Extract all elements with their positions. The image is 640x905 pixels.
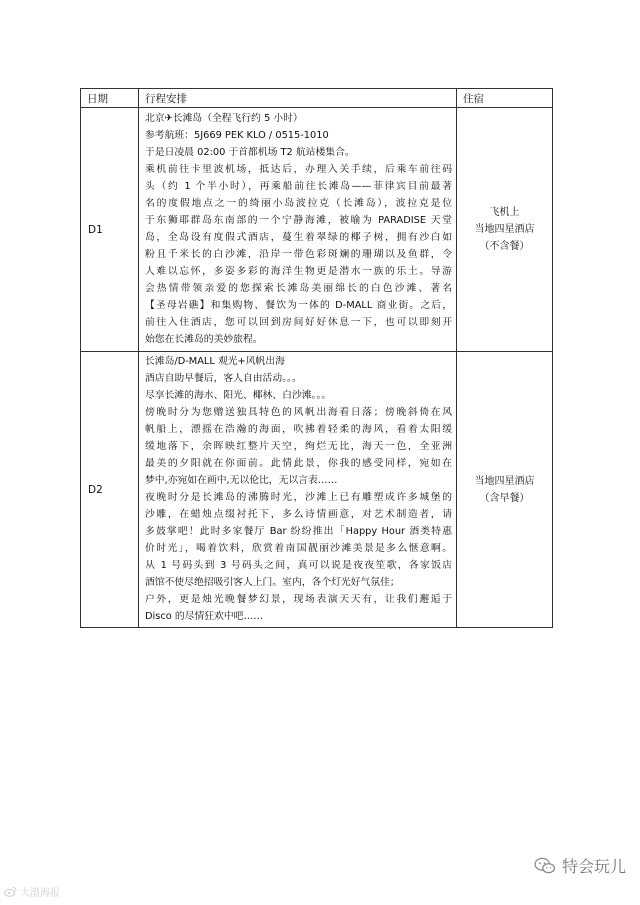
schedule-line: 户外，更是烛光晚餐梦幻景，现场表演天天有，让我们邂逅于 [145,594,452,605]
accommodation-line: （不含餐） [479,241,530,252]
schedule-line: 粉且千米长的白沙滩，沿岸一带色彩斑斓的珊瑚以及鱼群，令 [145,249,452,260]
schedule-line: 人难以忘怀，多姿多彩的海洋生物更是潜水一族的乐土。导游 [145,266,452,277]
schedule-line: 夜晚时分是长滩岛的沸腾时光，沙滩上已有雕塑成许多城堡的 [145,492,452,503]
schedule-line: 最美的夕阳就在你面前。此情此景，你我的感受同样，宛如在 [145,458,452,469]
table-row-d1 [81,108,553,352]
table-header-row [81,89,553,108]
accommodation-line: 当地四星酒店 [474,224,535,235]
schedule-line: 缓地落下，余晖映红整片天空，绚烂无比，海天一色，全亚洲 [145,441,452,452]
schedule-line: 始您在长滩岛的美妙旅程。 [145,334,263,345]
schedule-line: 会热情带领亲爱的您探索长滩岛美丽绵长的白色沙滩、著名 [145,283,452,294]
schedule-line: 傍晚时分为您赠送独具特色的风帆出海看日落；傍晚斜倚在风 [145,407,452,418]
schedule-line: 价时光」，喝着饮料，欣赏着南国靓丽沙滩美景是多么惬意啊。 [145,543,452,554]
accommodation-line: （含早餐） [479,492,530,504]
accommodation-line: 当地四星酒店 [474,475,535,487]
weibo-icon [4,886,17,897]
itinerary-table [80,88,553,628]
schedule-line: 参考航班：5J669 PEK KLO / 0515-1010 [145,130,329,141]
schedule-cell [139,352,457,628]
brand-name: 特会玩儿 [561,857,626,876]
schedule-line: 于是日凌晨 02:00 于首都机场 T2 航站楼集合。 [145,147,355,158]
header-accommodation: 住宿 [457,89,553,108]
schedule-line: 酒店自助早餐后，客人自由活动。。。 [145,373,302,384]
schedule-line: 沙雕，在蜡烛点缀衬托下，多么诗情画意，对艺术制造者，请 [145,509,452,520]
day-label: D2 [81,352,139,628]
schedule-line: Disco 的尽情狂欢中吧…… [145,611,264,622]
brand-watermark [534,854,626,877]
schedule-line: 从 1 号码头到 3 号码头之间，真可以说是夜夜笙歌，各家饭店 [145,560,452,571]
schedule-cell [139,108,457,352]
header-schedule: 行程安排 [139,89,457,108]
schedule-line: 【圣母岩礁】和集购物、餐饮为一体的 D-MALL 商业街。之后， [145,300,452,311]
schedule-line: 梦中,亦宛如在画中,无以伦比，无以言表…… [145,475,338,486]
schedule-line: 于东狮耶群岛东南部的一个宁静海滩，被喻为 PARADISE 天堂 [145,215,452,226]
accommodation-cell [457,352,553,628]
accommodation-line: 飞机上 [489,207,520,218]
schedule-line: 岛，全岛设有度假式酒店，蔓生着翠绿的椰子树，拥有沙白如 [145,232,452,243]
source-name: 大渤海报 [20,888,60,899]
schedule-line: 名的度假地点之一的绮丽小岛波拉克（长滩岛），波拉克是位 [145,198,452,209]
schedule-line: 头（约 1 个半小时），再乘船前往长滩岛——菲律宾目前最著 [145,181,452,192]
schedule-line: 帆船上，漂摇在浩瀚的海面，吹拂着轻柔的海风，看着太阳缓 [145,424,452,435]
schedule-line: 尽享长滩的海水、阳光、椰林、白沙滩。。。 [145,390,332,401]
schedule-line: 多鼓掌吧！此时多家餐厅 Bar 纷纷推出「Happy Hour 酒类特惠 [145,526,452,537]
source-watermark [4,884,60,899]
schedule-line: 乘机前往卡里波机场，抵达后，办理入关手续，后乘车前往码 [145,164,452,175]
day-label: D1 [81,108,139,352]
accommodation-cell [457,108,553,352]
schedule-line: 前往入住酒店，您可以回到房间好好休息一下，也可以即刻开 [145,317,452,328]
schedule-line: 长滩岛/D-MALL 观光+风帆出海 [145,356,285,367]
schedule-line: 北京✈长滩岛（全程飞行约 5 小时） [145,113,303,124]
schedule-line: 酒馆不使尽绝招吸引客人上门。室内，各个灯光好气氛佳； [145,577,400,588]
header-date: 日期 [81,89,139,108]
table-row-d2 [81,352,553,628]
wechat-icon [534,857,556,875]
